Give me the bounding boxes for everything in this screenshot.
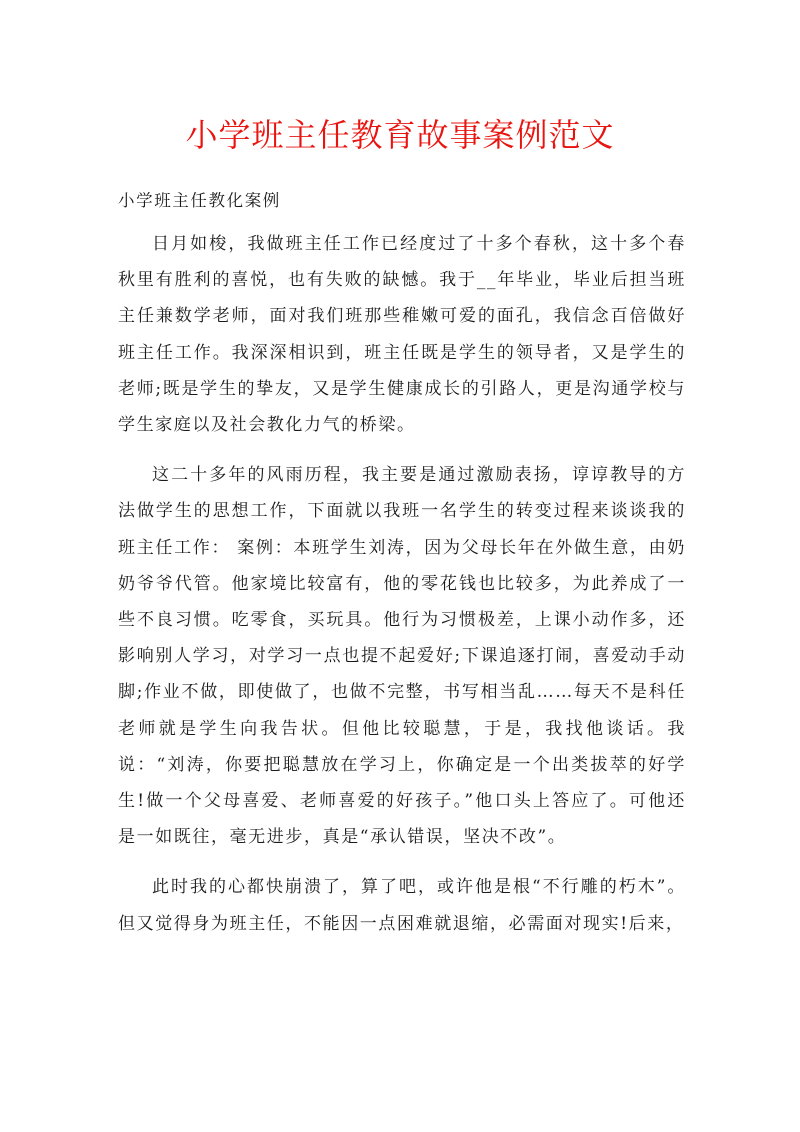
document-subtitle: 小学班主任教化案例 xyxy=(118,191,281,210)
document-body xyxy=(118,226,686,956)
paragraph: 此时我的心都快崩溃了，算了吧，或许他是根“不行雕的朽木”。但又觉得身为班主任，不能因一点困难就退缩，必需面对现实!后来， xyxy=(118,877,686,934)
paragraph: 日月如梭，我做班主任工作已经度过了十多个春秋，这十多个春秋里有胜利的喜悦，也有失败的缺憾。我于__年毕业，毕业后担当班主任兼数学老师，面对我们班那些稚嫩可爱的面孔，我信念百倍做好班主任工作。我深深相识到，班主任既是学生的领导者，又是学生的老师;既是学生的挚友，又是学生健康成长的引路人，更是沟通学校与学生家庭以及社会教化力气的桥梁。 xyxy=(118,234,686,436)
document-title: 小学班主任教育故事案例范文 xyxy=(185,116,615,154)
paragraph: 这二十多年的风雨历程，我主要是通过激励表扬，谆谆教导的方法做学生的思想工作，下面就以我班一名学生的转变过程来谈谈我的班主任工作： 案例：本班学生刘涛，因为父母长年在外做生意，由奶奶爷爷代管。他家境比较富有，他的零花钱也比较多，为此养成了一些不良习惯。吃零食，买玩具。他行为习惯极差，上课小动作多，还影响别人学习，对学习一点也提不起爱好;下课追逐打闹，喜爱动手动脚;作业不做，即使做了，也做不完整，书写相当乱……每天不是科任老师就是学生向我告状。但他比较聪慧，于是，我找他谈话。我说：“刘涛，你要把聪慧放在学习上，你确定是一个出类拔萃的好学生!做一个父母喜爱、老师喜爱的好孩子。”他口头上答应了。可他还是一如既往，毫无进步，真是“承认错误，坚决不改”。 xyxy=(118,465,686,848)
